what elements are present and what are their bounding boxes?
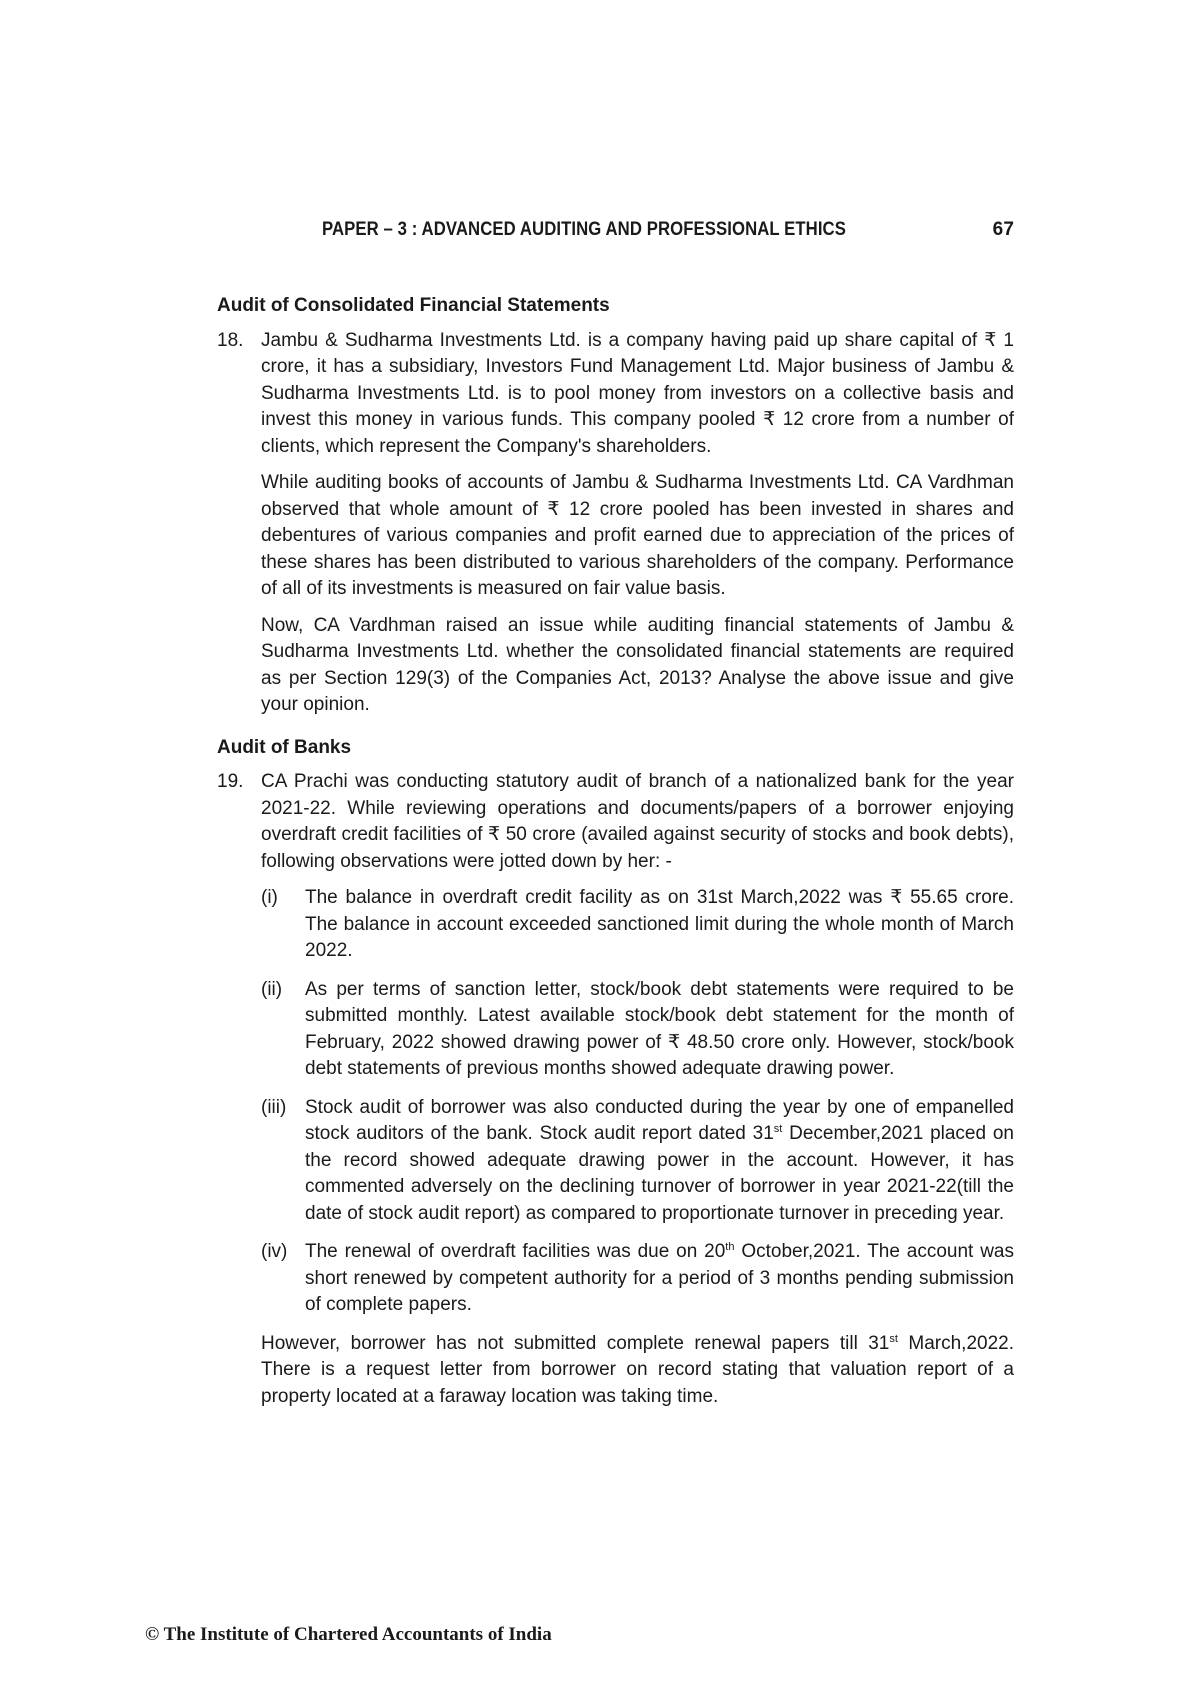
list-item-label: (i): [261, 887, 278, 908]
question-number: 19.: [217, 771, 244, 792]
list-item: [261, 1239, 1014, 1319]
paper-title: PAPER – 3 : ADVANCED AUDITING AND PROFESSIONAL ETHICS: [322, 219, 846, 240]
list-item-text: [305, 1097, 1014, 1224]
page-content: [217, 293, 1014, 1426]
list-item-text: The balance in overdraft credit facility as on 31st March,2022 was ₹ 55.65 crore. The balance in account exceeded sanctioned limit during the whole month of March 2022.: [305, 887, 1014, 961]
text-part: The renewal of overdraft facilities was due on 20: [305, 1241, 726, 1262]
paragraph: CA Prachi was conducting statutory audit of branch of a nationalized bank for the year 2021-22. While reviewing operations and documents/papers of a borrower enjoying overdraft credit facilities of ₹ 50 crore (availed against security of stocks and book debts), following observations were jotted down by her: -: [261, 771, 1014, 872]
text-part: December,2021 placed on the record showed adequate drawing power in the account. However, it has commented adversely on the declining turnover of borrower in year 2021-22(till the date of stock audit report) as compared to proportionate turnover in preceding year.: [305, 1123, 1014, 1224]
question-number: 18.: [217, 329, 244, 351]
copyright-footer: © The Institute of Chartered Accountants of India: [145, 1624, 552, 1645]
text-part: October,2021. The account was short renewed by competent authority for a period of 3 months pending submission of complete papers.: [305, 1241, 1014, 1315]
list-item-text: [305, 1241, 1014, 1315]
question-body: [261, 769, 1014, 1410]
observation-list: [261, 885, 1014, 1319]
superscript: st: [773, 1123, 783, 1135]
list-item-label: (iii): [261, 1096, 287, 1118]
text-part: Stock audit of borrower was also conducted during the year by one of empanelled stock auditors of the bank. Stock audit report dated 31: [305, 1096, 1014, 1144]
closing-paragraph: [261, 1331, 1014, 1411]
paragraph: Jambu & Sudharma Investments Ltd. is a company having paid up share capital of ₹ 1 crore, it has a subsidiary, Investors Fund Management Ltd. Major business of Jambu & Sudharma Investments Ltd. is to pool money from investors on a collective basis and invest this money in various funds. This company pooled ₹ 12 crore from a number of clients, which represent the Company's shareholders.: [261, 329, 1014, 457]
list-item: [261, 885, 1014, 965]
section-heading-consolidated: Audit of Consolidated Financial Statements: [217, 295, 610, 316]
section-heading-banks: Audit of Banks: [217, 736, 352, 758]
superscript: st: [889, 1332, 898, 1345]
question-body: [261, 328, 1014, 719]
list-item-label: (ii): [261, 978, 283, 1000]
superscript: th: [725, 1241, 735, 1253]
text-part: March,2022. There is a request letter from borrower on record stating that valuation report of a property located at a faraway location was taking time.: [261, 1332, 1014, 1407]
list-item: [261, 977, 1014, 1083]
page-number: 67: [992, 219, 1014, 240]
list-item: [261, 1095, 1014, 1228]
paragraph: Now, CA Vardhman raised an issue while auditing financial statements of Jambu & Sudharma Investments Ltd. whether the consolidated financial statements are required as per Section 129(3) of the Companies Act, 2013? Analyse the above issue and give your opinion.: [261, 614, 1014, 715]
text-part: However, borrower has not submitted complete renewal papers till 31: [261, 1332, 890, 1354]
question-19: [217, 769, 1014, 1410]
list-item-text: As per terms of sanction letter, stock/book debt statements were required to be submitted monthly. Latest available stock/book debt statement for the month of February, 2022 showed drawing power of ₹ 48.50 crore only. However, stock/book debt statements of previous months showed adequate drawing power.: [305, 978, 1014, 1079]
question-18: [217, 328, 1014, 719]
paragraph: While auditing books of accounts of Jambu & Sudharma Investments Ltd. CA Vardhman observed that whole amount of ₹ 12 crore pooled has been invested in shares and debentures of various companies and profit earned due to appreciation of the prices of these shares has been distributed to various shareholders of the company. Performance of all of its investments is measured on fair value basis.: [261, 472, 1014, 599]
list-item-label: (iv): [261, 1241, 288, 1262]
